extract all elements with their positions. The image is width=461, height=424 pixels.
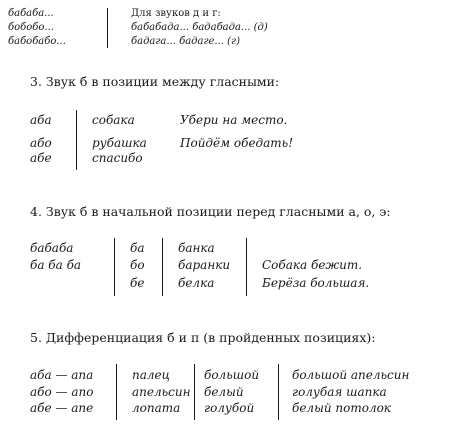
sec5-word-3: лопата [132,401,181,415]
sec3-phrase-1: Убери на место. [180,113,288,127]
sec4-syllables-2: ба ба ба [30,258,82,272]
section-3-heading: 3. Звук б в позиции между гласными: [30,74,280,89]
sec3-syllable-3: абе [30,151,52,165]
sec4-syllable-bo: бо [130,258,145,272]
top-left-line-3: бабобабо... [8,36,66,47]
sec4-divider-2 [162,238,163,296]
sec5-divider-1 [116,364,117,420]
sec5-pair-3: абе — апе [30,401,94,415]
sec5-divider-3 [278,364,279,420]
sec4-word-3: белка [178,276,215,290]
sec5-pair-1: аба — апа [30,368,94,382]
section-4-heading: 4. Звук б в начальной позиции перед гласными а, о, э: [30,204,391,219]
top-divider [107,8,108,48]
sec5-phrase-3: белый потолок [292,401,391,415]
sec3-word-1: собака [92,113,135,127]
sec5-adj-1: большой [204,368,260,382]
sec3-word-3: спасибо [92,151,143,165]
top-right-line-1: Для звуков д и г: [131,8,221,19]
sec3-phrase-2: Пойдём обедать! [180,136,294,150]
top-left-line-1: бабаба... [8,8,54,19]
sec5-phrase-2: голубая шапка [292,385,387,399]
sec4-word-1: банка [178,241,215,255]
sec4-divider-1 [114,238,115,296]
sec3-syllable-1: аба [30,113,52,127]
top-right-line-3: бадага... бадаге... (г) [131,36,241,47]
sec3-word-2: рубашка [92,136,147,150]
sec4-word-2: баранки [178,258,231,272]
top-left-line-2: бобобо... [8,22,54,33]
sec5-word-1: палец [132,368,170,382]
section-5-heading: 5. Дифференциация б и п (в пройденных позициях): [30,330,376,345]
sec4-syllable-ba: ба [130,241,145,255]
sec4-phrase-1: Собака бежит. [262,258,363,272]
sec3-divider [76,110,77,170]
sec4-syllable-be: бе [130,276,145,290]
sec5-adj-3: голубой [204,401,255,415]
sec5-adj-2: белый [204,385,244,399]
sec5-divider-2 [194,364,195,420]
sec5-phrase-1: большой апельсин [292,368,410,382]
top-right-line-2: бабабада... бадабада... (д) [131,22,268,33]
sec4-syllables-1: бабаба [30,241,74,255]
sec5-word-2: апельсин [132,385,191,399]
sec5-pair-2: або — апо [30,385,94,399]
sec4-divider-3 [246,238,247,296]
sec3-syllable-2: або [30,136,52,150]
sec4-phrase-2: Берёза большая. [262,276,370,290]
